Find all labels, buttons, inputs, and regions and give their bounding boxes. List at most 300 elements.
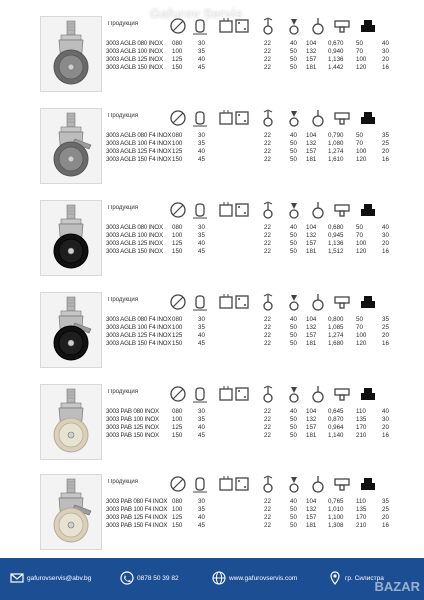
table-row	[106, 140, 396, 148]
diameter-icon	[168, 474, 188, 494]
spec-value: 40	[290, 40, 297, 47]
spec-value: 080	[172, 132, 183, 139]
spec-value: 1,610	[328, 156, 344, 163]
product-code: 3003 PAB 125 INOX	[106, 424, 159, 431]
spec-value: 157	[306, 56, 317, 63]
swivel-icon	[258, 16, 278, 36]
product-code: 3003 AGLB 150 F4 INOX	[106, 156, 172, 163]
spec-value: 50	[356, 132, 363, 139]
spec-value: 181	[306, 64, 317, 71]
spec-value: 170	[356, 424, 367, 431]
spec-value: 1,274	[328, 332, 344, 339]
spec-value: 45	[198, 522, 205, 529]
spec-value: 50	[290, 340, 297, 347]
spec-value: 120	[356, 340, 367, 347]
product-section	[0, 14, 424, 106]
load-icon	[284, 474, 304, 494]
product-section	[0, 382, 424, 474]
spec-value: 125	[172, 56, 183, 63]
spec-value: 22	[264, 324, 271, 331]
spec-value: 0,800	[328, 316, 344, 323]
table-row	[106, 156, 396, 164]
spec-value: 22	[264, 416, 271, 423]
header-label: Продукция	[108, 205, 139, 211]
spec-value: 110	[356, 408, 366, 415]
spec-value: 40	[290, 224, 297, 231]
load-icon	[284, 292, 304, 312]
spec-value: 080	[172, 40, 183, 47]
spec-value: 181	[306, 340, 317, 347]
product-code: 3003 PAB 150 INOX	[106, 432, 159, 439]
load-icon	[284, 200, 304, 220]
spec-value: 132	[306, 48, 317, 55]
product-code: 3003 PAB 150 F4 INOX	[106, 522, 168, 529]
product-code: 3003 PAB 125 F4 INOX	[106, 514, 168, 521]
spec-value: 22	[264, 316, 271, 323]
spec-value: 135	[356, 506, 367, 513]
table-row	[106, 232, 396, 240]
spec-value: 22	[264, 132, 271, 139]
footer-phone[interactable]	[120, 570, 179, 588]
weight-icon	[332, 108, 352, 128]
spec-value: 70	[356, 140, 363, 147]
spec-value: 50	[290, 332, 297, 339]
width-icon	[190, 16, 210, 36]
product-code: 3003 PAB 100 F4 INOX	[106, 506, 168, 513]
diameter-icon	[168, 200, 188, 220]
spec-value: 40	[198, 514, 205, 521]
phone-icon	[120, 571, 134, 585]
spec-value: 100	[172, 416, 183, 423]
spec-value: 16	[382, 432, 389, 439]
spec-value: 0,645	[328, 408, 344, 415]
spec-value: 70	[356, 232, 363, 239]
spec-value: 22	[264, 156, 271, 163]
table-row	[106, 64, 396, 72]
spec-value: 100	[356, 332, 367, 339]
plate-icon	[232, 16, 252, 36]
diameter-icon	[168, 16, 188, 36]
plate-icon	[232, 108, 252, 128]
spec-value: 210	[356, 522, 367, 529]
diameter-icon	[168, 108, 188, 128]
spec-value: 35	[198, 416, 205, 423]
table-row	[106, 408, 396, 416]
spec-value: 104	[306, 132, 317, 139]
spec-value: 181	[306, 432, 317, 439]
footer-email[interactable]	[10, 570, 91, 588]
spec-value: 50	[290, 240, 297, 247]
pack-icon	[358, 384, 378, 404]
spec-value: 22	[264, 224, 271, 231]
table-row	[106, 340, 396, 348]
spec-value: 157	[306, 240, 317, 247]
spec-value: 35	[198, 232, 205, 239]
spec-value: 0,790	[328, 132, 344, 139]
spec-value: 132	[306, 506, 317, 513]
spec-value: 40	[198, 332, 205, 339]
spec-value: 135	[356, 416, 367, 423]
product-code: 3003 PAB 080 INOX	[106, 408, 159, 415]
table-row	[106, 148, 396, 156]
width-icon	[190, 200, 210, 220]
spec-value: 181	[306, 522, 317, 529]
footer-email-text: gafurovservis@abv.bg	[27, 575, 92, 582]
pack-icon	[358, 200, 378, 220]
spec-value: 22	[264, 240, 271, 247]
spec-value: 22	[264, 424, 271, 431]
table-row	[106, 224, 396, 232]
spec-value: 16	[382, 522, 389, 529]
width-icon	[190, 108, 210, 128]
spec-value: 1,442	[328, 64, 344, 71]
spec-value: 70	[356, 324, 363, 331]
spec-value: 40	[198, 424, 205, 431]
spec-value: 40	[290, 132, 297, 139]
spec-value: 0,870	[328, 416, 344, 423]
spec-value: 16	[382, 156, 389, 163]
product-section	[0, 472, 424, 564]
spec-value: 104	[306, 224, 317, 231]
spec-value: 22	[264, 56, 271, 63]
spec-value: 22	[264, 140, 271, 147]
spec-value: 150	[172, 64, 183, 71]
spec-value: 080	[172, 498, 183, 505]
spec-value: 50	[290, 424, 297, 431]
spec-value: 40	[382, 224, 389, 231]
spec-value: 40	[290, 498, 297, 505]
spec-header	[106, 16, 396, 36]
spec-value: 1,274	[328, 148, 344, 155]
location-pin-icon	[328, 571, 342, 585]
product-code: 3003 AGLB 080 INOX	[106, 224, 163, 231]
spec-value: 150	[172, 248, 183, 255]
spec-value: 22	[264, 506, 271, 513]
spec-value: 1,100	[328, 514, 344, 521]
product-code: 3003 AGLB 100 INOX	[106, 48, 163, 55]
weight-icon	[332, 292, 352, 312]
header-label: Продукция	[108, 297, 139, 303]
spec-value: 0,670	[328, 40, 344, 47]
spec-value: 157	[306, 148, 317, 155]
swivel-icon	[258, 200, 278, 220]
spec-value: 125	[172, 332, 183, 339]
spec-value: 16	[382, 64, 389, 71]
watermark-top: Gafurov Servis	[150, 6, 243, 21]
spec-value: 30	[198, 316, 205, 323]
header-label: Продукция	[108, 113, 139, 119]
spec-value: 22	[264, 522, 271, 529]
table-row	[106, 240, 396, 248]
globe-icon	[212, 571, 226, 585]
spec-value: 30	[382, 48, 389, 55]
plate-icon	[232, 474, 252, 494]
spec-value: 50	[356, 316, 363, 323]
contact-footer	[0, 558, 424, 600]
spec-value: 45	[198, 340, 205, 347]
spec-header	[106, 384, 396, 404]
spec-value: 22	[264, 514, 271, 521]
envelope-icon	[10, 571, 24, 585]
axle-icon	[308, 292, 328, 312]
spec-value: 22	[264, 64, 271, 71]
caster-wheel-photo	[40, 474, 102, 550]
spec-value: 157	[306, 514, 317, 521]
spec-value: 45	[198, 432, 205, 439]
spec-value: 50	[290, 56, 297, 63]
table-row	[106, 248, 396, 256]
spec-value: 125	[172, 240, 183, 247]
spec-header	[106, 108, 396, 128]
spec-value: 22	[264, 498, 271, 505]
spec-header	[106, 474, 396, 494]
footer-website[interactable]	[212, 570, 297, 588]
diameter-icon	[168, 384, 188, 404]
spec-value: 150	[172, 156, 183, 163]
spec-value: 22	[264, 432, 271, 439]
spec-value: 50	[290, 324, 297, 331]
spec-value: 1,136	[328, 240, 344, 247]
weight-icon	[332, 384, 352, 404]
pack-icon	[358, 474, 378, 494]
product-code: 3003 AGLB 080 F4 INOX	[106, 316, 172, 323]
swivel-icon	[258, 474, 278, 494]
spec-value: 35	[198, 324, 205, 331]
spec-value: 157	[306, 424, 317, 431]
product-code: 3003 AGLB 100 F4 INOX	[106, 140, 172, 147]
table-row	[106, 56, 396, 64]
axle-icon	[308, 200, 328, 220]
spec-value: 50	[290, 140, 297, 147]
table-row	[106, 506, 396, 514]
spec-value: 50	[290, 156, 297, 163]
pack-icon	[358, 16, 378, 36]
table-row	[106, 424, 396, 432]
spec-value: 132	[306, 140, 317, 147]
swivel-icon	[258, 384, 278, 404]
spec-value: 22	[264, 40, 271, 47]
spec-value: 22	[264, 332, 271, 339]
spec-value: 22	[264, 232, 271, 239]
spec-value: 170	[356, 514, 367, 521]
weight-icon	[332, 16, 352, 36]
product-code: 3003 AGLB 150 INOX	[106, 64, 163, 71]
spec-value: 120	[356, 64, 367, 71]
spec-value: 25	[382, 506, 389, 513]
spec-value: 181	[306, 156, 317, 163]
width-icon	[190, 384, 210, 404]
spec-value: 100	[172, 324, 183, 331]
spec-value: 132	[306, 416, 317, 423]
spec-value: 20	[382, 514, 389, 521]
weight-icon	[332, 474, 352, 494]
spec-value: 125	[172, 424, 183, 431]
spec-value: 181	[306, 248, 317, 255]
spec-value: 080	[172, 316, 183, 323]
spec-value: 30	[198, 224, 205, 231]
spec-value: 40	[382, 408, 389, 415]
spec-value: 50	[356, 224, 363, 231]
spec-value: 35	[198, 48, 205, 55]
spec-header	[106, 292, 396, 312]
spec-value: 45	[198, 156, 205, 163]
spec-value: 1,136	[328, 56, 344, 63]
table-row	[106, 416, 396, 424]
spec-value: 1,010	[328, 506, 344, 513]
spec-value: 100	[356, 240, 367, 247]
spec-value: 120	[356, 156, 367, 163]
footer-city-text: гр. Силистра	[345, 575, 384, 582]
spec-value: 120	[356, 248, 367, 255]
spec-value: 35	[382, 316, 389, 323]
product-section	[0, 290, 424, 382]
footer-website-text: www.gafurovservis.com	[229, 575, 298, 582]
caster-wheel-photo	[40, 16, 102, 92]
spec-value: 20	[382, 240, 389, 247]
spec-value: 50	[290, 514, 297, 521]
spec-value: 125	[172, 514, 183, 521]
header-label: Продукция	[108, 21, 139, 27]
caster-wheel-photo	[40, 200, 102, 276]
spec-value: 50	[290, 248, 297, 255]
product-code: 3003 AGLB 125 F4 INOX	[106, 332, 172, 339]
spec-value: 50	[290, 416, 297, 423]
table-row	[106, 498, 396, 506]
spec-value: 40	[382, 40, 389, 47]
spec-value: 40	[198, 240, 205, 247]
spec-value: 40	[290, 408, 297, 415]
spec-value: 0,945	[328, 232, 344, 239]
plate-icon	[232, 292, 252, 312]
caster-wheel-photo	[40, 108, 102, 184]
table-row	[106, 316, 396, 324]
product-code: 3003 PAB 100 INOX	[106, 416, 159, 423]
spec-value: 080	[172, 408, 183, 415]
spec-value: 100	[172, 232, 183, 239]
spec-value: 22	[264, 248, 271, 255]
spec-value: 100	[172, 506, 183, 513]
swivel-icon	[258, 292, 278, 312]
axle-icon	[308, 16, 328, 36]
spec-value: 16	[382, 340, 389, 347]
spec-value: 125	[172, 148, 183, 155]
pack-icon	[358, 292, 378, 312]
spec-value: 132	[306, 232, 317, 239]
spec-value: 150	[172, 522, 183, 529]
spec-value: 30	[198, 132, 205, 139]
spec-value: 70	[356, 48, 363, 55]
table-row	[106, 324, 396, 332]
spec-value: 22	[264, 48, 271, 55]
spec-value: 50	[290, 64, 297, 71]
product-code: 3003 AGLB 125 INOX	[106, 240, 163, 247]
spec-value: 150	[172, 340, 183, 347]
axle-icon	[308, 108, 328, 128]
spec-value: 45	[198, 248, 205, 255]
spec-value: 150	[172, 432, 183, 439]
spec-value: 1,308	[328, 522, 344, 529]
spec-value: 50	[356, 40, 363, 47]
spec-value: 080	[172, 224, 183, 231]
spec-value: 1,085	[328, 324, 344, 331]
spec-value: 30	[198, 40, 205, 47]
spec-value: 100	[356, 148, 367, 155]
spec-value: 104	[306, 408, 317, 415]
spec-value: 100	[356, 56, 367, 63]
table-row	[106, 522, 396, 530]
spec-value: 35	[382, 498, 389, 505]
spec-value: 35	[382, 132, 389, 139]
spec-value: 40	[198, 56, 205, 63]
load-icon	[284, 16, 304, 36]
plate-icon	[232, 384, 252, 404]
table-row	[106, 514, 396, 522]
spec-value: 1,680	[328, 340, 344, 347]
table-row	[106, 40, 396, 48]
plate-icon	[232, 200, 252, 220]
spec-value: 1,512	[328, 248, 344, 255]
pack-icon	[358, 108, 378, 128]
spec-value: 0,964	[328, 424, 344, 431]
spec-value: 1,080	[328, 140, 344, 147]
spec-value: 20	[382, 56, 389, 63]
diameter-icon	[168, 292, 188, 312]
spec-value: 50	[290, 522, 297, 529]
spec-value: 50	[290, 232, 297, 239]
spec-value: 22	[264, 408, 271, 415]
spec-value: 0,765	[328, 498, 344, 505]
spec-value: 30	[198, 408, 205, 415]
watermark-bottom: BAZAR	[374, 579, 420, 594]
spec-value: 104	[306, 316, 317, 323]
spec-value: 22	[264, 340, 271, 347]
width-icon	[190, 292, 210, 312]
product-section	[0, 198, 424, 290]
spec-value: 25	[382, 324, 389, 331]
table-row	[106, 48, 396, 56]
spec-value: 50	[290, 48, 297, 55]
product-code: 3003 AGLB 080 INOX	[106, 40, 163, 47]
footer-phone-text: 0878 50 39 82	[137, 575, 179, 582]
table-row	[106, 132, 396, 140]
spec-header	[106, 200, 396, 220]
spec-value: 50	[290, 506, 297, 513]
weight-icon	[332, 200, 352, 220]
spec-value: 30	[198, 498, 205, 505]
product-code: 3003 AGLB 150 INOX	[106, 248, 163, 255]
product-code: 3003 AGLB 150 F4 INOX	[106, 340, 172, 347]
spec-value: 50	[290, 432, 297, 439]
spec-value: 210	[356, 432, 367, 439]
header-label: Продукция	[108, 479, 139, 485]
spec-value: 110	[356, 498, 366, 505]
spec-value: 40	[290, 316, 297, 323]
product-code: 3003 PAB 080 F4 INOX	[106, 498, 168, 505]
product-section	[0, 106, 424, 198]
axle-icon	[308, 384, 328, 404]
spec-value: 30	[382, 416, 389, 423]
spec-value: 20	[382, 148, 389, 155]
header-label: Продукция	[108, 389, 139, 395]
spec-value: 0,680	[328, 224, 344, 231]
spec-value: 100	[172, 48, 183, 55]
spec-value: 30	[382, 232, 389, 239]
spec-value: 35	[198, 506, 205, 513]
spec-value: 20	[382, 424, 389, 431]
load-icon	[284, 384, 304, 404]
spec-value: 157	[306, 332, 317, 339]
width-icon	[190, 474, 210, 494]
